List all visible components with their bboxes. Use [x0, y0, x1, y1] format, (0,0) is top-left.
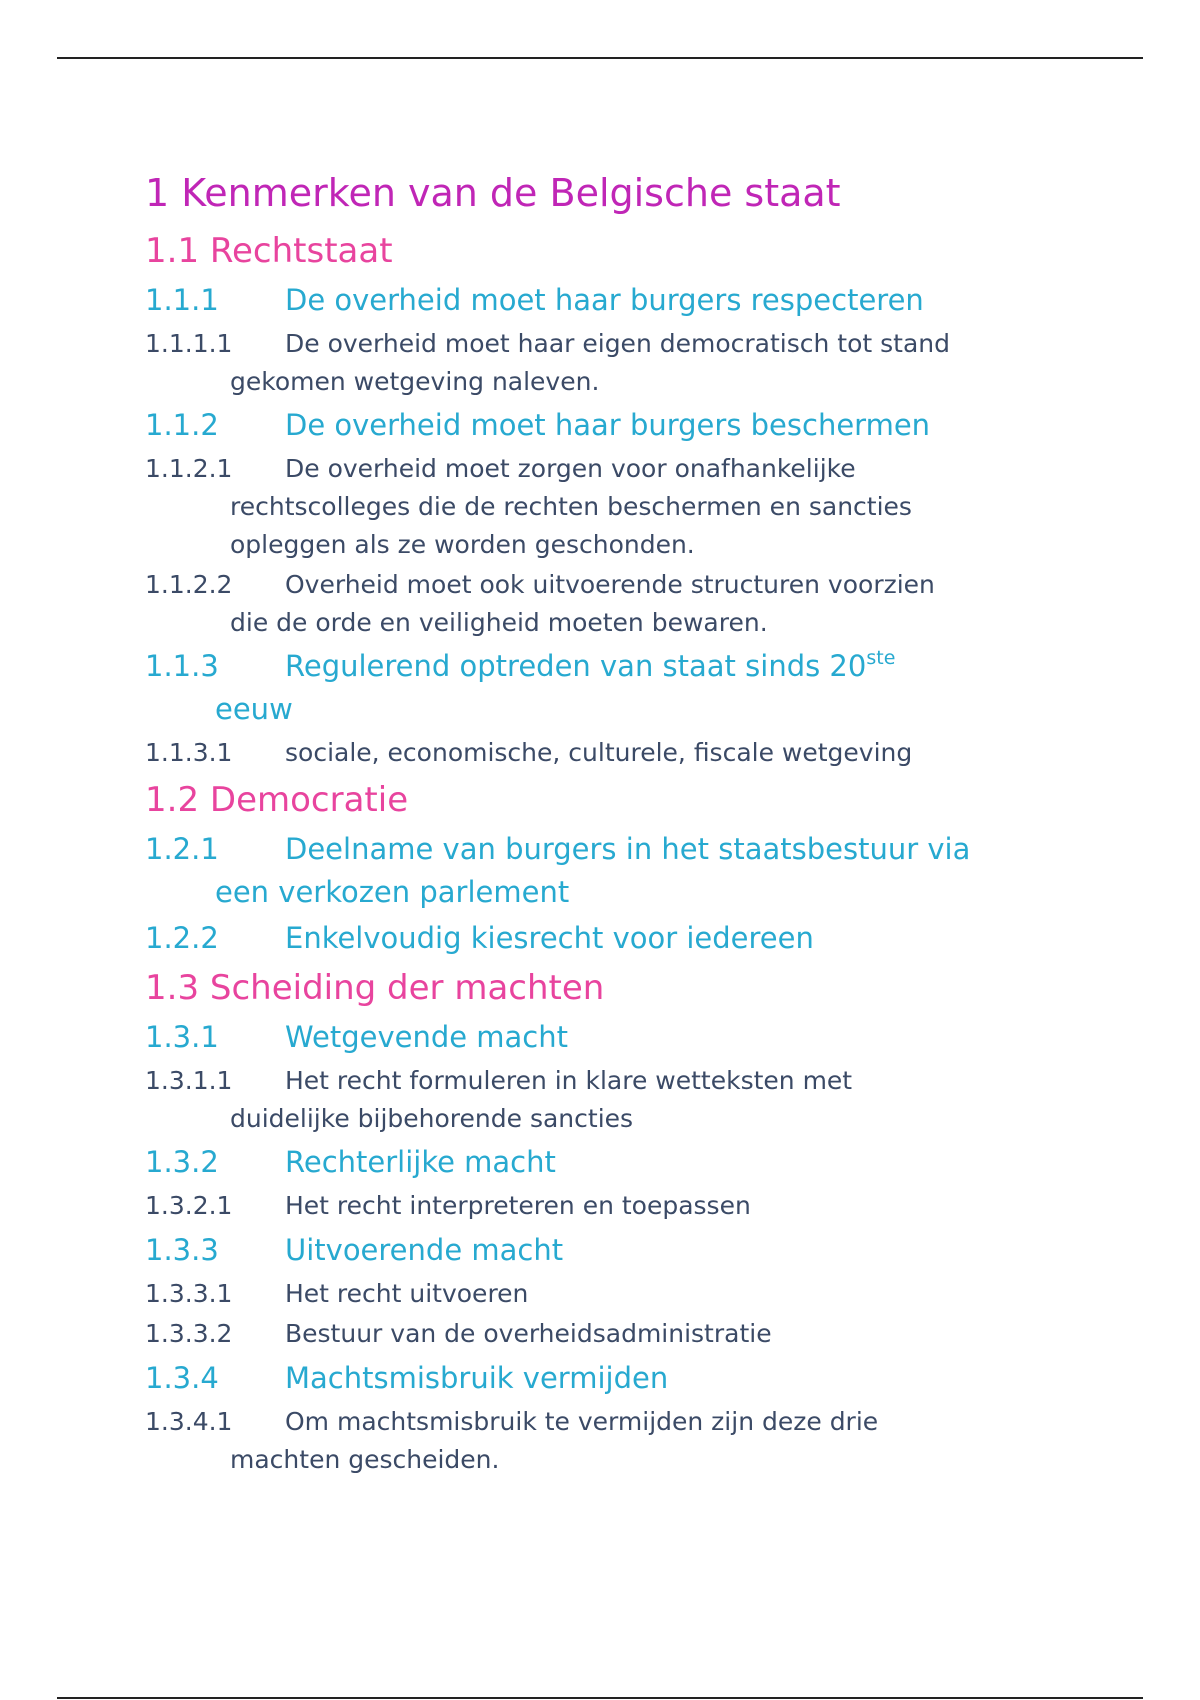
heading-1-2-1: [145, 828, 1145, 914]
document-body: [145, 163, 1145, 1481]
heading-1-3-4: [145, 1357, 1145, 1400]
heading-number: 1.3.1: [145, 1020, 219, 1054]
heading-1-3: [145, 964, 1145, 1012]
heading-1-1-1: [145, 279, 1145, 322]
heading-number: 1.1: [145, 231, 200, 271]
header-rule: [57, 57, 1143, 59]
heading-1-1: [145, 227, 1145, 275]
item-text: Overheid moet ook uitvoerende structuren voorzien: [285, 570, 935, 599]
heading-title: Wetgevende macht: [285, 1020, 569, 1054]
item-number: 1.1.2.1: [145, 454, 233, 483]
item-text-continued: die de orde en veiligheid moeten bewaren.: [230, 608, 768, 637]
item-number: 1.1.2.2: [145, 570, 233, 599]
item-1-1-1-1: [145, 325, 1145, 401]
item-text-continued: opleggen als ze worden geschonden.: [230, 530, 695, 559]
heading-1-1-3: [145, 645, 1145, 731]
heading-1-1-2: [145, 404, 1145, 447]
item-1-3-4-1: [145, 1403, 1145, 1479]
item-1-1-2-2: [145, 566, 1145, 642]
item-text-continued: gekomen wetgeving naleven.: [230, 367, 600, 396]
chapter-heading: [145, 163, 1145, 223]
heading-number: 1.3.4: [145, 1361, 219, 1395]
item-1-3-1-1: [145, 1062, 1145, 1138]
item-1-1-2-1: [145, 450, 1145, 564]
heading-number: 1.3: [145, 968, 200, 1008]
heading-number: 1.1.2: [145, 408, 219, 442]
heading-title: Rechtstaat: [209, 231, 393, 271]
heading-1-3-2: [145, 1141, 1145, 1184]
heading-title: De overheid moet haar burgers beschermen: [285, 408, 931, 442]
item-number: 1.3.3.2: [145, 1319, 233, 1348]
item-text: De overheid moet haar eigen democratisch tot stand: [285, 329, 950, 358]
item-text-continued: rechtscolleges die de rechten beschermen en sancties: [230, 492, 912, 521]
heading-title: Democratie: [209, 780, 409, 820]
item-text-continued: duidelijke bijbehorende sancties: [230, 1104, 634, 1133]
item-1-3-2-1: [145, 1187, 1145, 1225]
item-number: 1.3.3.1: [145, 1279, 233, 1308]
heading-1-3-1: [145, 1016, 1145, 1059]
heading-number: 1.3.2: [145, 1145, 219, 1179]
heading-1-2-2: [145, 917, 1145, 960]
heading-number: 1.1.3: [145, 649, 219, 683]
item-text: Bestuur van de overheidsadministratie: [285, 1319, 772, 1348]
item-number: 1.1.1.1: [145, 329, 233, 358]
heading-title-continued: een verkozen parlement: [215, 875, 570, 909]
item-number: 1.3.2.1: [145, 1191, 233, 1220]
item-1-1-3-1: [145, 734, 1145, 772]
heading-title: Regulerend optreden van staat sinds 20: [285, 649, 867, 683]
item-text: De overheid moet zorgen voor onafhankelijke: [285, 454, 856, 483]
heading-number: 1.2.1: [145, 832, 219, 866]
chapter-title: Kenmerken van de Belgische staat: [181, 171, 841, 215]
item-1-3-3-2: [145, 1315, 1145, 1353]
heading-number: 1.2.2: [145, 921, 219, 955]
item-text: Om machtsmisbruik te vermijden zijn deze drie: [285, 1407, 879, 1436]
heading-title: Uitvoerende macht: [285, 1233, 564, 1267]
item-number: 1.1.3.1: [145, 738, 233, 767]
item-text: sociale, economische, culturele, fiscale wetgeving: [285, 738, 913, 767]
heading-title: De overheid moet haar burgers respecteren: [285, 283, 924, 317]
item-number: 1.3.4.1: [145, 1407, 233, 1436]
chapter-number: 1: [145, 171, 170, 215]
heading-title-continued: eeuw: [215, 692, 293, 726]
heading-title: Enkelvoudig kiesrecht voor iedereen: [285, 921, 814, 955]
heading-superscript: ste: [866, 647, 896, 669]
heading-1-2: [145, 776, 1145, 824]
item-number: 1.3.1.1: [145, 1066, 233, 1095]
item-text: Het recht interpreteren en toepassen: [285, 1191, 751, 1220]
heading-title: Machtsmisbruik vermijden: [285, 1361, 669, 1395]
heading-number: 1.2: [145, 780, 200, 820]
heading-title: Deelname van burgers in het staatsbestuur via: [285, 832, 971, 866]
footer-rule: [57, 1697, 1143, 1699]
heading-title: Rechterlijke macht: [285, 1145, 556, 1179]
item-text: Het recht formuleren in klare wetteksten met: [285, 1066, 853, 1095]
item-1-3-3-1: [145, 1275, 1145, 1313]
item-text: Het recht uitvoeren: [285, 1279, 529, 1308]
heading-1-3-3: [145, 1229, 1145, 1272]
heading-number: 1.1.1: [145, 283, 219, 317]
heading-number: 1.3.3: [145, 1233, 219, 1267]
item-text-continued: machten gescheiden.: [230, 1445, 500, 1474]
heading-title: Scheiding der machten: [209, 968, 605, 1008]
